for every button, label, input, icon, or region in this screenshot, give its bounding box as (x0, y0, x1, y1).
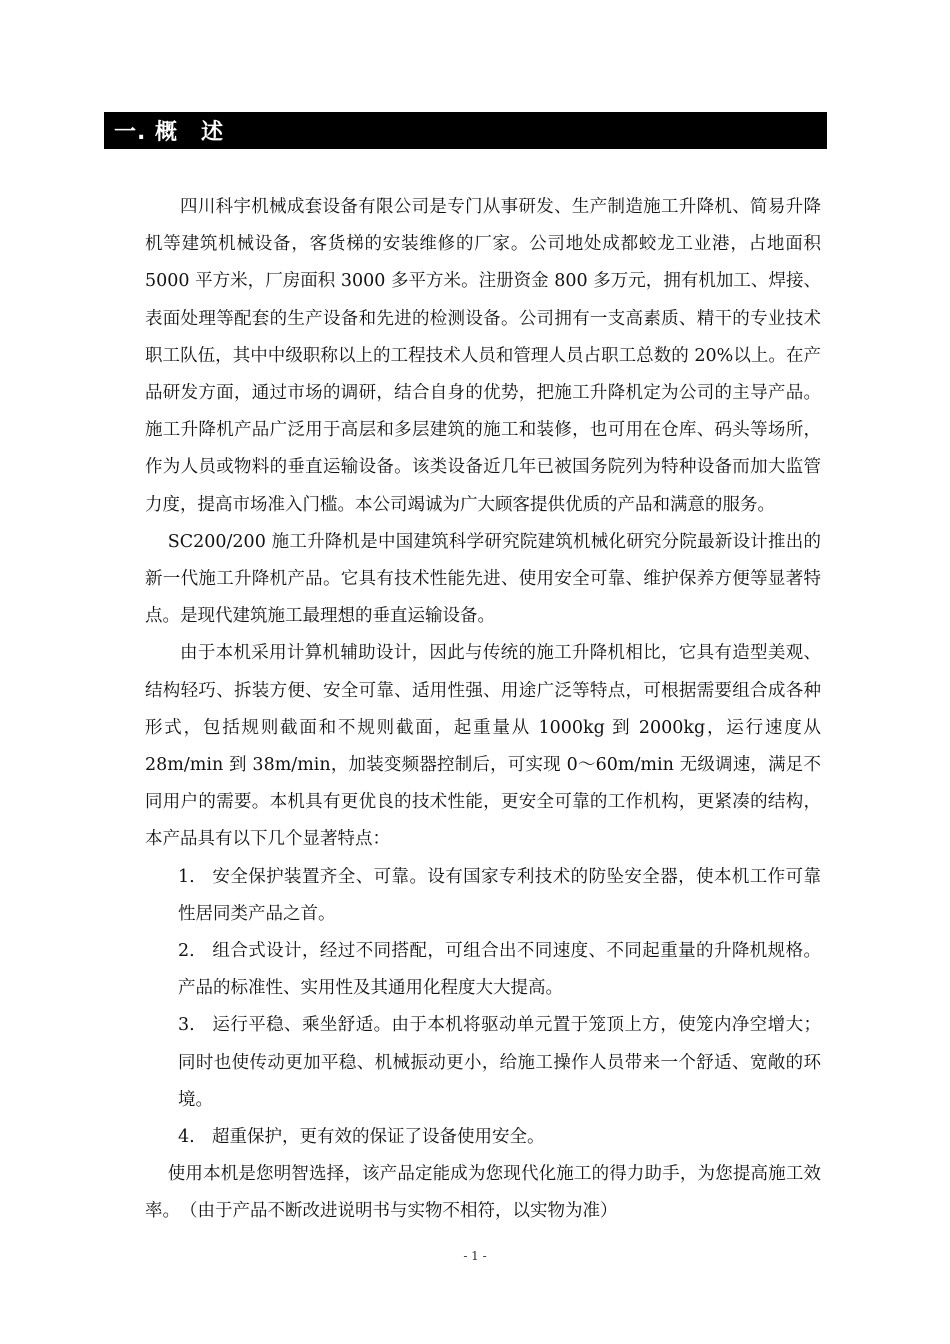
page-number: - 1 - (463, 1249, 487, 1263)
company-intro-paragraph: 四川科宇机械成套设备有限公司是专门从事研发、生产制造施工升降机、简易升降机等建筑机械设备，客货梯的安装维修的厂家。公司地处成都蛟龙工业港，占地面积 5000 平方米，厂房面积 3000 多平方米。注册资金 800 多万元，拥有机加工、焊接、表面处理等配套的生产设备和先进的检测设备。公司拥有一支高素质、精干的专业技术职工队伍，其中中级职称以上的工程技术人员和管理人员占职工总数的 20%以上。在产品研发方面，通过市场的调研，结合自身的优势，把施工升降机定为公司的主导产品。施工升降机产品广泛用于高层和多层建筑的施工和装修，也可用在仓库、码头等场所，作为人员或物料的垂直运输设备。该类设备近几年已被国务院列为特种设备而加大监管力度，提高市场准入门槛。本公司竭诚为广大顾客提供优质的产品和满意的服务。 (145, 197, 821, 515)
section-heading-bar (104, 112, 827, 149)
list-item (145, 1119, 821, 1156)
list-item-text: 超重保护，更有效的保证了设备使用安全。 (212, 1127, 545, 1148)
product-intro-paragraph: SC200/200 施工升降机是中国建筑科学研究院建筑机械化研究分院最新设计推出的新一代施工升降机产品。它具有技术性能先进、使用安全可靠、维护保养方便等显著特点。是现代建筑施工最理想的垂直运输设备。 (145, 531, 821, 627)
list-item-text: 组合式设计，经过不同搭配，可组合出不同速度、不同起重量的升降机规格。产品的标准性、实用性及其通用化程度大大提高。 (178, 941, 821, 999)
list-item-text: 安全保护装置齐全、可靠。设有国家专利技术的防坠安全器，使本机工作可靠性居同类产品之首。 (178, 866, 821, 924)
feature-list (145, 859, 821, 1157)
document-body (145, 189, 821, 1231)
list-item (145, 859, 821, 933)
list-item (145, 1007, 821, 1119)
list-item-number: 4. (178, 1127, 195, 1148)
list-item-number: 1. (178, 866, 195, 887)
list-item (145, 933, 821, 1007)
list-item-text: 运行平稳、乘坐舒适。由于本机将驱动单元置于笼顶上方，使笼内净空增大；同时也使传动更加平稳、机械振动更小，给施工操作人员带来一个舒适、宽敞的环境。 (178, 1015, 821, 1110)
list-item-number: 2. (178, 941, 195, 962)
closing-paragraph: 使用本机是您明智选择，该产品定能成为您现代化施工的得力助手，为您提高施工效率。 （由于产品不断改进说明书与实物不相符，以实物为准） (145, 1164, 821, 1222)
section-heading: 一. 概 述 (114, 120, 225, 145)
design-features-paragraph: 由于本机采用计算机辅助设计，因此与传统的施工升降机相比，它具有造型美观、结构轻巧、拆装方便、安全可靠、适用性强、用途广泛等特点，可根据需要组合成各种形式，包括规则截面和不规则截面，起重量从 1000kg 到 2000kg，运行速度从 28m/min 到 38m/min，加装变频器控制后，可实现 0～60m/min 无级调速，满足不同用户的需要。本机具有更优良的技术性能，更安全可靠的工作机构，更紧凑的结构，本产品具有以下几个显著特点： (145, 643, 821, 850)
list-item-number: 3. (178, 1015, 195, 1036)
